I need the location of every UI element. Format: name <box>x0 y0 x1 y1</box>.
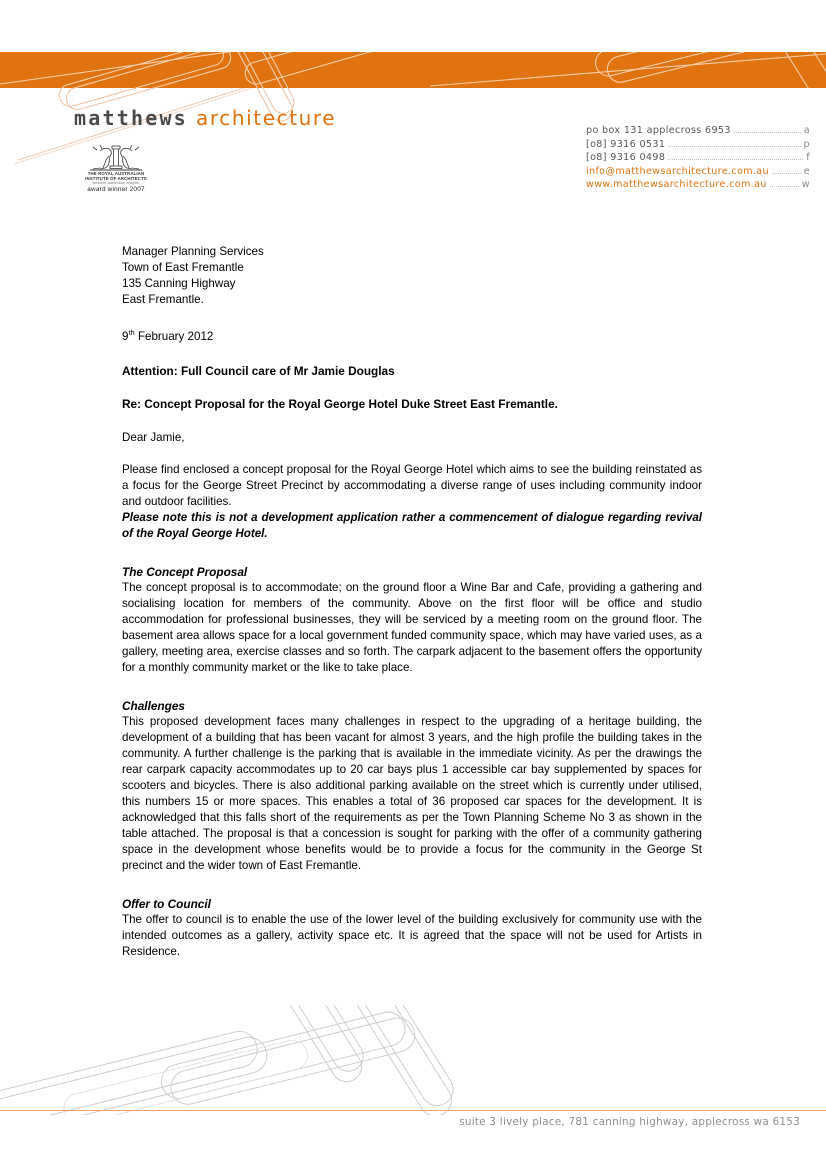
contact-details-block <box>586 124 810 192</box>
recipient-line-1: Manager Planning Services <box>122 245 264 258</box>
section-heading-challenges: Challenges <box>122 698 185 713</box>
raia-logo-line-4: award winner 2007 <box>87 186 145 193</box>
contact-value-phone: [o8] 9316 0531 <box>586 138 666 150</box>
contact-value-website[interactable]: www.matthewsarchitecture.com.au <box>586 179 767 191</box>
brand-name-secondary: architecture <box>195 106 337 130</box>
contact-row-email[interactable] <box>586 165 810 179</box>
salutation: Dear Jamie, <box>122 430 185 444</box>
contact-value-address: po box 131 applecross 6953 <box>586 125 731 136</box>
raia-logo-line-1: THE ROYAL AUSTRALIAN <box>87 171 145 176</box>
contact-leader-dots <box>668 152 803 160</box>
brand-name-primary: matthews <box>74 106 188 130</box>
footer-office-address: suite 3 lively place, 781 canning highway, applecross wa 6153 <box>459 1116 800 1128</box>
contact-row-address <box>586 124 810 138</box>
company-logo-wordmark <box>74 106 336 131</box>
recipient-line-3: 135 Canning Highway <box>122 277 236 290</box>
letter-date <box>122 325 702 345</box>
recipient-address-block <box>122 244 702 308</box>
section-body-challenges: This proposed development faces many challenges in respect to the upgrading of a heritage building, the development of a building that has been vacant for almost 3 years, and the high profile the building takes in the community. A further challenge is the parking that is available in the immediate vicinity. As per the drawings the rear carpark capacity accommodates up to 20 car bays plus 1 accessible car bay supplemented by spaces for scooters and bicycles. There is also additional parking available on the street which is currently under utilised, this numbers 15 or more spaces. This enables a total of 36 proposed car spaces for the development. It is acknowledged that this falls short of the requirements as per the Town Planning Scheme No 3 as shown in the table attached. The proposal is that a concession is sought for parking with the offer of a community gathering space in the development whose benefits would be to provide a focus for the community in the George St precinct and the wider town of East Fremantle. <box>122 714 702 872</box>
footer-decorative-linework <box>0 1005 826 1115</box>
header-orange-band <box>0 52 826 88</box>
contact-tag-address: a <box>803 125 810 136</box>
recipient-line-2: Town of East Fremantle <box>122 261 244 274</box>
contact-tag-email: e <box>803 165 810 177</box>
contact-leader-dots <box>668 139 800 147</box>
intro-paragraph: Please find enclosed a concept proposal for the Royal George Hotel which aims to see the building reinstated as a focus for the George Street Precinct by accommodating a diverse range of uses including community indoor and outdoor facilities. <box>122 462 702 508</box>
intro-emphasis-note: Please note this is not a development application rather a commencement of dialogue regarding revival of the Royal George Hotel. <box>122 510 702 540</box>
raia-logo-line-3: western australian chapter <box>92 181 140 185</box>
recipient-line-4: East Fremantle. <box>122 293 204 306</box>
contact-leader-dots <box>772 166 801 174</box>
contact-row-phone <box>586 138 810 152</box>
section-body-concept-proposal: The concept proposal is to accommodate; on the ground floor a Wine Bar and Cafe, providing a gathering and socialising location for members of the community. Above on the first floor will be office and studio accommodation for professional businesses, they will be serviced by a meeting room on the ground floor. The basement area allows space for a local government funded community space, which may have varied uses, as a gallery, meeting area, exercise classes and so forth. The carpark adjacent to the basement offers the opportunity for a monthly community market or the like to take place. <box>122 580 702 674</box>
contact-tag-phone: p <box>803 138 810 150</box>
contact-tag-fax: f <box>806 152 810 164</box>
contact-row-fax <box>586 151 810 165</box>
contact-tag-website: w <box>801 179 810 191</box>
subject-line: Re: Concept Proposal for the Royal George Hotel Duke Street East Fremantle. <box>122 396 558 411</box>
section-heading-offer-to-council: Offer to Council <box>122 896 211 911</box>
contact-leader-dots <box>734 125 801 133</box>
section-heading-concept-proposal: The Concept Proposal <box>122 564 248 579</box>
attention-line: Attention: Full Council care of Mr Jamie Douglas <box>122 363 395 378</box>
letter-date-day: 9 <box>122 329 129 343</box>
contact-value-fax: [o8] 9316 0498 <box>586 152 666 164</box>
contact-row-website[interactable] <box>586 178 810 192</box>
raia-award-winner-logo <box>78 142 154 198</box>
contact-value-email[interactable]: info@matthewsarchitecture.com.au <box>586 165 769 177</box>
raia-logo-line-2: INSTITUTE OF ARCHITECTS <box>85 176 147 181</box>
contact-leader-dots <box>770 179 799 187</box>
raia-crest-icon <box>78 142 154 172</box>
section-body-offer-to-council: The offer to council is to enable the use of the lower level of the building exclusively for community use with the intended outcomes as a gallery, activity space etc. It is agreed that the space will not be used for Artists in Residence. <box>122 912 702 958</box>
footer-separator-rule <box>0 1110 826 1111</box>
letter-date-rest: February 2012 <box>134 329 214 343</box>
letter-body <box>122 244 702 960</box>
letter-date-ordinal: th <box>128 328 135 337</box>
